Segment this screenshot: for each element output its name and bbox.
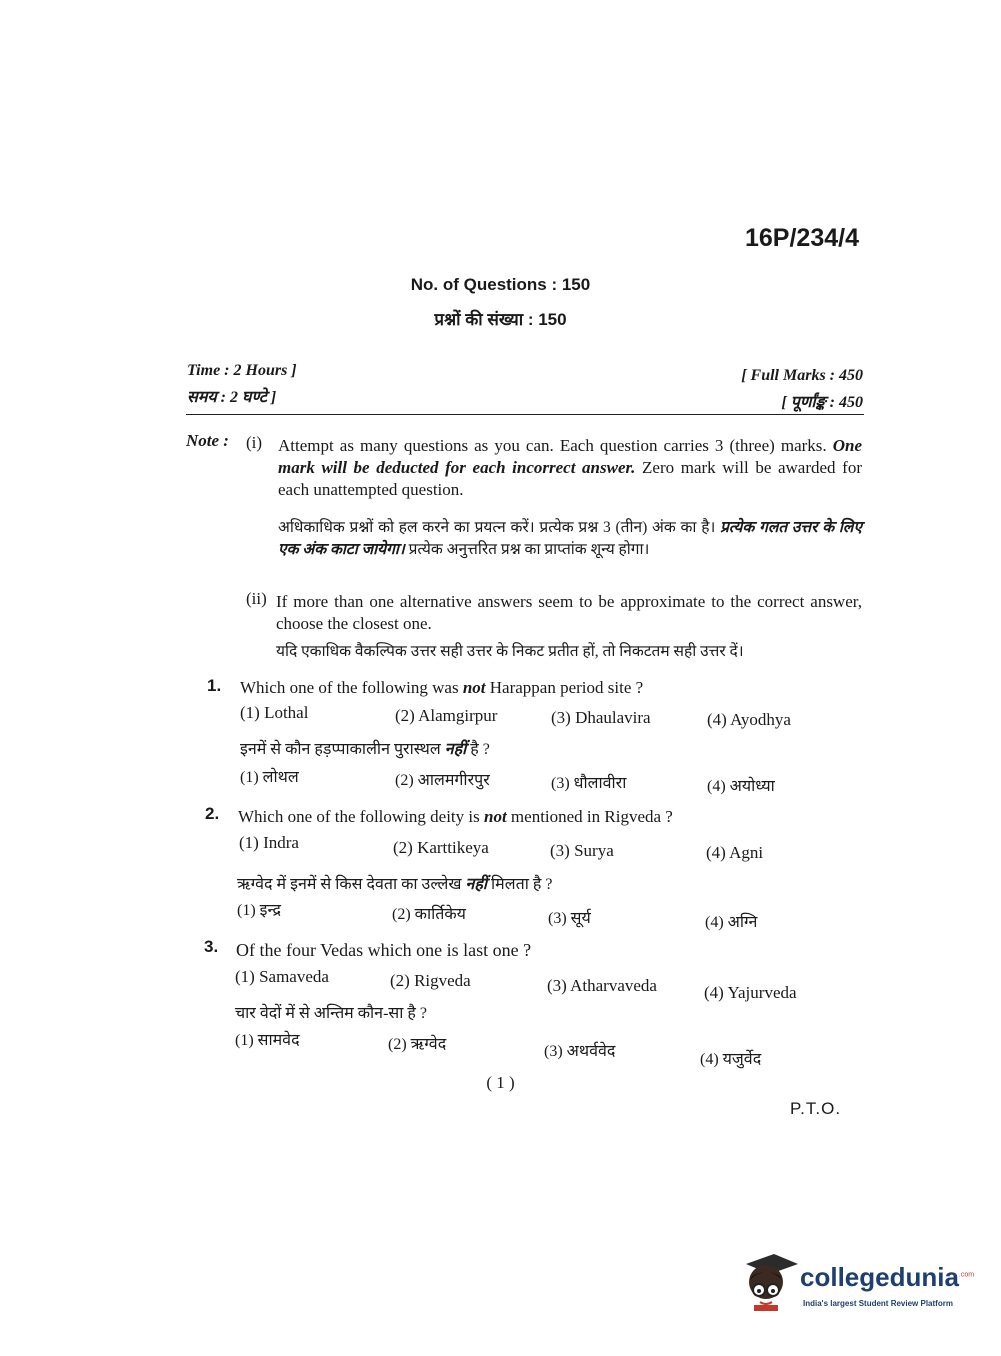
question-1-hi-pre: इनमें से कौन हड़प्पाकालीन पुरास्थल xyxy=(240,741,441,758)
note-i-hi-text-2: प्रत्येक अनुत्तरित प्रश्न का प्राप्तांक शून्य होगा। xyxy=(408,541,650,558)
q3-option-hi-4: (4) यजुर्वेद xyxy=(700,1051,762,1068)
q3-option-hi-3: (3) अथर्ववेद xyxy=(544,1043,616,1060)
note-i-en-bold: One mark will be deducted for each incorrect answer. xyxy=(278,436,863,477)
num-questions-en: No. of Questions : 150 xyxy=(410,275,591,294)
question-1-hi-post: है ? xyxy=(470,741,490,758)
question-1-en-emphasis: not xyxy=(462,678,486,697)
q1-option-en-2: (2) Alamgirpur xyxy=(395,706,498,725)
q2-option-hi-3: (3) सूर्य xyxy=(548,910,591,927)
note-i-number: (i) xyxy=(246,433,263,452)
question-1-text-en xyxy=(240,678,643,698)
note-i-english xyxy=(278,435,862,501)
note-i-hi-text-1: अधिकाधिक प्रश्नों को हल करने का प्रयत्न करें। प्रत्येक प्रश्न 3 (तीन) अंक का है। xyxy=(278,519,716,536)
q2-option-hi-4: (4) अग्नि xyxy=(705,914,758,931)
question-1-text-hi xyxy=(240,737,490,759)
question-3-number: 3. xyxy=(204,937,219,956)
note-label: Note : xyxy=(186,431,229,450)
note-i-hindi xyxy=(278,517,862,561)
collegedunia-mascot-icon xyxy=(740,1250,800,1312)
q2-option-hi-1: (1) इन्द्र xyxy=(237,902,281,919)
q3-option-en-4: (4) Yajurveda xyxy=(704,983,797,1002)
question-2-en-post: mentioned in Rigveda ? xyxy=(510,807,673,826)
q2-option-en-3: (3) Surya xyxy=(550,841,614,860)
question-2-hi-post: मिलता है ? xyxy=(491,876,553,893)
note-i-hi-bold: प्रत्येक गलत उत्तर के लिए एक अंक काटा जायेगा। xyxy=(278,519,863,558)
collegedunia-logo-text xyxy=(800,1262,974,1293)
q3-option-hi-2: (2) ऋग्वेद xyxy=(388,1036,447,1053)
note-i-en-text-1: Attempt as many questions as you can. Each question carries 3 (three) marks. xyxy=(278,436,827,455)
question-2-en-emphasis: not xyxy=(483,807,507,826)
q1-option-en-4: (4) Ayodhya xyxy=(707,710,791,729)
collegedunia-tagline: India's largest Student Review Platform xyxy=(803,1299,953,1308)
q1-option-en-3: (3) Dhaulavira xyxy=(551,708,651,727)
question-2-text-hi xyxy=(237,872,552,894)
full-marks-hi: [ पूर्णांङ्क : 450 xyxy=(781,394,863,411)
question-2-number: 2. xyxy=(205,804,220,823)
q3-option-en-3: (3) Atharvaveda xyxy=(547,976,657,995)
question-1-number: 1. xyxy=(207,676,222,695)
num-questions-hi: प्रश्नों की संख्या : 150 xyxy=(434,310,567,329)
question-3-text-hi: चार वेदों में से अन्तिम कौन-सा है ? xyxy=(235,1005,427,1022)
time-en: Time : 2 Hours ] xyxy=(187,362,297,379)
note-i-en-text-2: Zero mark will be awarded for each unattempted question. xyxy=(278,458,862,499)
page-number: ( 1 ) xyxy=(486,1073,515,1092)
note-ii-number: (ii) xyxy=(246,589,267,608)
q2-option-en-2: (2) Karttikeya xyxy=(393,838,489,857)
q1-option-hi-2: (2) आलमगीरपुर xyxy=(395,772,490,789)
q2-option-en-4: (4) Agni xyxy=(706,843,764,862)
q1-option-hi-1: (1) लोथल xyxy=(240,769,299,786)
note-ii-hindi: यदि एकाधिक वैकल्पिक उत्तर सही उत्तर के निकट प्रतीत हों, तो निकटतम सही उत्तर दें। xyxy=(276,643,744,660)
question-3-text-en: Of the four Vedas which one is last one ? xyxy=(236,940,532,960)
question-2-en-pre: Which one of the following deity is xyxy=(238,807,480,826)
question-2-text-en xyxy=(238,807,673,827)
question-1-en-post: Harappan period site ? xyxy=(489,678,644,697)
logo-suffix: .com xyxy=(958,1271,975,1279)
question-1-hi-emphasis: नहीं xyxy=(444,741,467,758)
paper-code: 16P/234/4 xyxy=(745,224,859,252)
q1-option-hi-4: (4) अयोध्या xyxy=(707,778,775,795)
note-ii-english: If more than one alternative answers seem to be approximate to the correct answer, choose the closest one. xyxy=(276,592,862,633)
question-1-en-pre: Which one of the following was xyxy=(240,678,459,697)
q2-option-en-1: (1) Indra xyxy=(239,833,299,852)
q1-option-hi-3: (3) धौलावीरा xyxy=(551,775,627,792)
header-divider xyxy=(186,414,864,415)
full-marks-en: [ Full Marks : 450 xyxy=(741,367,863,384)
pto-label: P.T.O. xyxy=(790,1099,842,1118)
question-2-hi-pre: ऋग्वेद में इनमें से किस देवता का उल्लेख xyxy=(237,876,462,893)
q3-option-hi-1: (1) सामवेद xyxy=(235,1032,300,1049)
q2-option-hi-2: (2) कार्तिकेय xyxy=(392,906,466,923)
question-2-hi-emphasis: नहीं xyxy=(465,876,488,893)
logo-name: collegedunia xyxy=(800,1262,959,1292)
q3-option-en-1: (1) Samaveda xyxy=(235,967,329,986)
time-hi: समय : 2 घण्टे ] xyxy=(187,389,277,406)
q1-option-en-1: (1) Lothal xyxy=(240,703,309,722)
q3-option-en-2: (2) Rigveda xyxy=(390,971,471,990)
